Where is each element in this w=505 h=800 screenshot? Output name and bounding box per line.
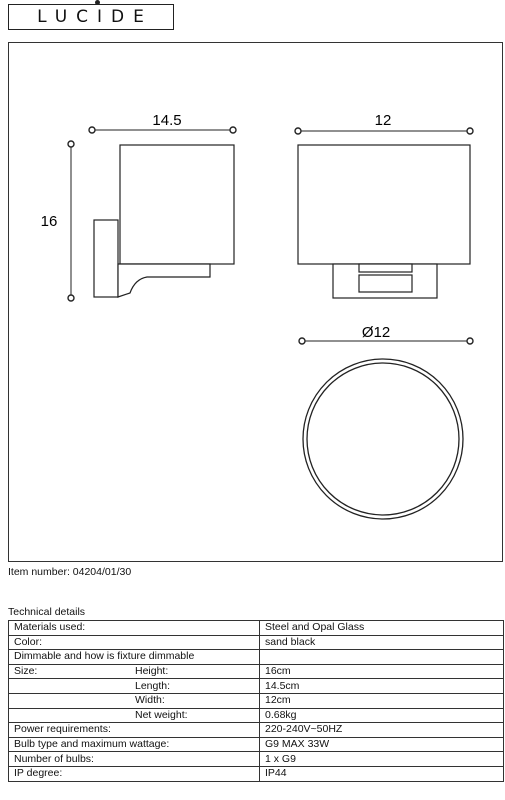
spec-label: IP degree: [14,767,63,780]
table-row [9,752,504,767]
table-row [9,679,504,694]
top-diameter-label: Ø12 [361,324,391,341]
spec-value-cell [260,693,504,708]
spec-label: Bulb type and maximum wattage: [14,738,170,751]
table-row [9,723,504,738]
spec-value-cell [260,723,504,738]
spec-label: Size: [14,665,38,678]
spec-label-cell [9,752,260,767]
spec-sublabel: Net weight: [135,708,188,721]
spec-sublabel: Width: [135,694,165,707]
spec-label-cell [9,664,260,679]
spec-label-cell [9,650,260,665]
spec-value: 16cm [265,665,291,678]
logo-text: LUCIDE [37,7,153,27]
spec-sublabel: Length: [135,679,171,692]
spec-label: Number of bulbs: [14,752,94,765]
technical-drawing [9,43,502,561]
spec-value-cell [260,766,504,781]
front-width-dimension [295,112,473,134]
spec-label [14,680,135,693]
top-view-lamp [303,359,463,519]
spec-label: Dimmable and how is fixture dimmable [14,650,195,663]
spec-value: 220-240V~50HZ [265,723,343,736]
spec-sublabel: Height: [135,665,169,678]
spec-value-cell [260,752,504,767]
spec-label-cell [9,723,260,738]
spec-label [14,694,135,707]
technical-details-table [8,620,504,782]
spec-label: Power requirements: [14,723,111,736]
spec-label-cell [9,737,260,752]
side-width-dimension [89,112,236,133]
spec-value: IP44 [265,767,287,780]
spec-value-cell [260,635,504,650]
side-width-label: 14.5 [152,112,182,129]
spec-label: Materials used: [14,621,86,634]
spec-value: G9 MAX 33W [265,738,330,751]
spec-value: Steel and Opal Glass [265,621,365,634]
table-row [9,650,504,665]
side-height-label: 16 [40,213,58,230]
table-row [9,766,504,781]
spec-label-cell [9,766,260,781]
spec-value-cell [260,679,504,694]
spec-value-cell [260,664,504,679]
technical-details-title: Technical details [8,606,86,618]
table-row [9,621,504,636]
spec-label-cell [9,708,260,723]
spec-label-cell [9,679,260,694]
spec-label [14,709,135,722]
table-row [9,737,504,752]
spec-value-cell [260,621,504,636]
spec-value: 12cm [265,694,291,707]
spec-value-cell [260,650,504,665]
top-diameter-dimension [299,324,473,344]
spec-value-cell [260,737,504,752]
item-number: Item number: 04204/01/30 [8,566,132,578]
spec-value: 1 x G9 [265,752,296,765]
table-row [9,664,504,679]
brand-logo [8,4,174,30]
table-row [9,708,504,723]
spec-label-cell [9,621,260,636]
side-view-lamp [94,145,234,297]
spec-value: sand black [265,635,316,648]
spec-value: 14.5cm [265,679,300,692]
spec-label: Color: [14,635,43,648]
front-width-label: 12 [374,112,392,129]
spec-label-cell [9,693,260,708]
spec-value: 0.68kg [265,708,297,721]
technical-drawing-frame [8,42,503,562]
spec-value-cell [260,708,504,723]
spec-label-cell [9,635,260,650]
front-view-lamp [298,145,470,298]
side-height-dimension [41,141,74,301]
table-row [9,693,504,708]
table-row [9,635,504,650]
